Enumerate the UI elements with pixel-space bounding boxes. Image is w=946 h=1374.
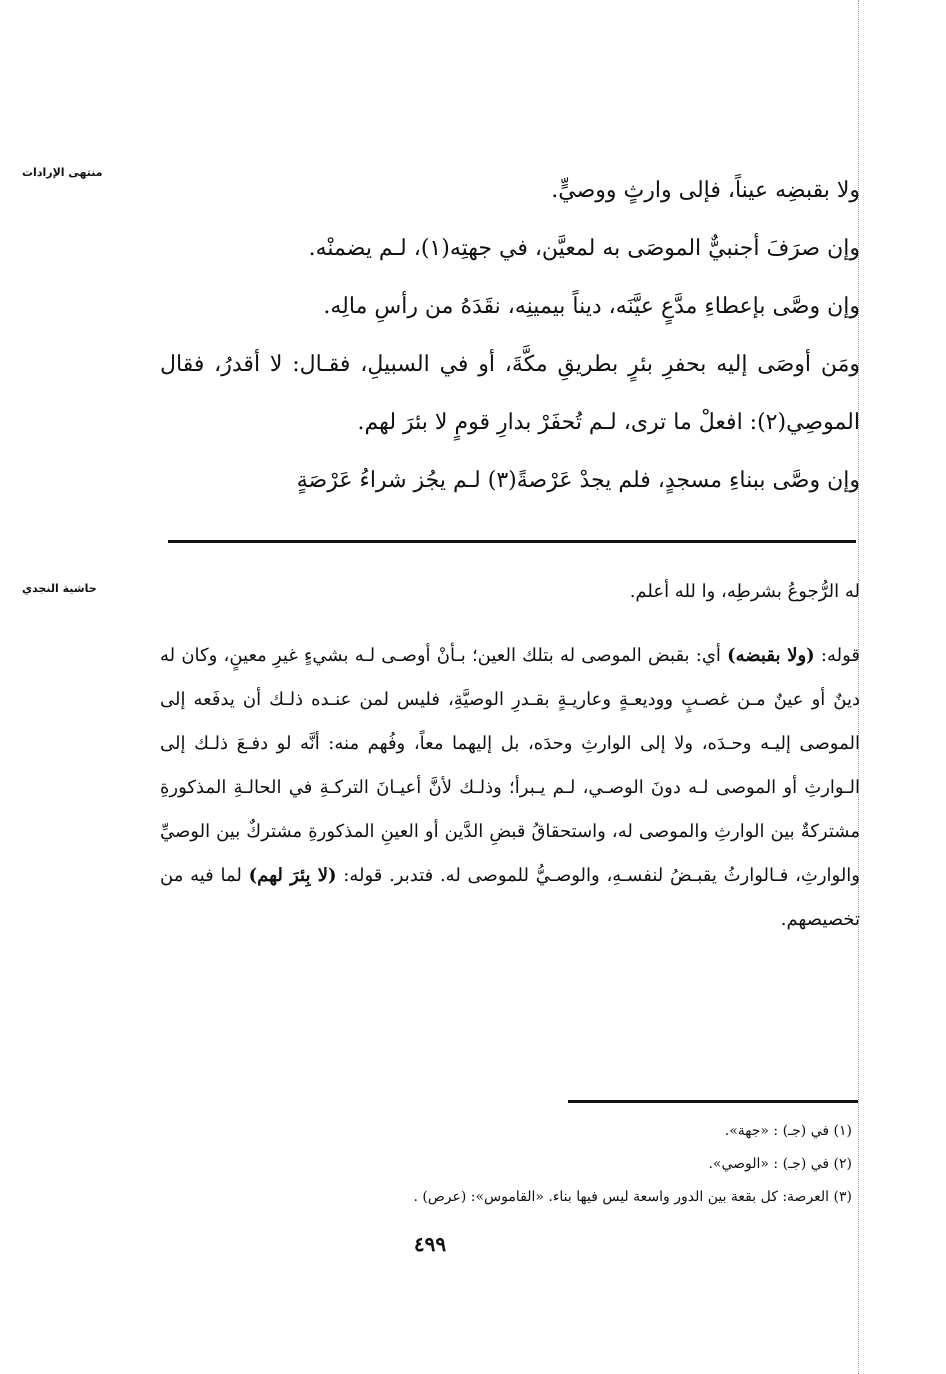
commentary-bold-term: (ولا بقبضه) [727,645,815,666]
footnotes-block [280,1115,852,1214]
side-label-commentary-title: حاشية النجدي [22,582,97,595]
commentary-prefix: قوله: [814,645,860,666]
commentary-body: أي: بقبض الموصى له بتلك العين؛ بـأنْ أوصـى لـه بشيءٍ غيرِ معينٍ، وكان له دينٌ أو عينٌ مـن غصـبٍ ووديعـةٍ وعاريـةٍ بقـدرِ الوصيَّةِ، فليس لمن عنـده ذلـك أن يدفَعه إلى الموصى إليـه وحـدَه، ولا إلى الوارثِ وحدَه، بل إليهما معاً، وفُهم منه: أنَّه لو دفـعَ ذلـك إلى الـوارثِ أو الموصى لـه دونَ الوصـي، لـم يـبرأ؛ وذلـك لأنَّ أعيـانَ التركـةِ في الحالـةِ المذكورةِ مشتركةٌ بين الوارثِ والموصى له، واستحقاقُ قبضِ الدَّين أو العينِ المذكورةِ مشتركٌ بين الوصيِّ والوارثِ، فـالوارثُ يقبـضُ لنفسـهِ، والوصـيُّ للموصى له. فتدبر. قوله: [160,645,861,886]
commentary-paragraph [160,634,860,942]
commentary-first-line: له الرُّجوعُ بشرطِه، وا لله أعلم. [629,581,860,602]
commentary-bold-term: (لا بِئرَ لهم) [248,865,337,886]
commentary-end: لما فيه من تخصيصهم. [160,865,860,930]
main-text-block [160,162,860,510]
footnote-divider [568,1100,858,1103]
side-label-book-title: منتهى الإرادات [22,166,103,179]
main-paragraph: وإن صرَفَ أجنبيٌّ الموصَى به لمعيَّن، في جهتِه(١)، لـم يضمنْه. [308,236,860,261]
paragraph-gap [160,614,860,634]
commentary-block [160,570,860,942]
page-number: ٤٩٩ [413,1232,447,1256]
footnote: (٢) في (جـ) : «الوصي». [708,1156,852,1172]
section-divider [168,540,856,543]
footnote: (٣) العرصة: كل بقعة بين الدور واسعة ليس فيها بناء. «القاموس»: (عرص) . [413,1189,852,1205]
footnote: (١) في (جـ) : «جهة». [724,1123,852,1139]
main-paragraph: وإن وصَّى ببناءِ مسجدٍ، فلم يجدْ عَرْصةً(٣) لـم يجُز شراءُ عَرْصَةٍ [296,468,860,493]
main-paragraph: ولا بقبضِه عيناً، فإلى وارثٍ ووصيٍّ. [551,178,860,203]
main-paragraph: ومَن أوصَى إليه بحفرِ بئرٍ بطريقِ مكَّةَ، أو في السبيلِ، فقـال: لا أقدرُ، فقال الموصِي(٢): افعلْ ما ترى، لـم تُحفَرْ بدارِ قومٍ لا بئرَ لهم. [160,352,860,435]
main-paragraph: وإن وصَّى بإعطاءِ مدَّعٍ عيَّنَه، ديناً بيمينِه، نقَدَهُ من رأسِ مالِه. [323,294,860,319]
